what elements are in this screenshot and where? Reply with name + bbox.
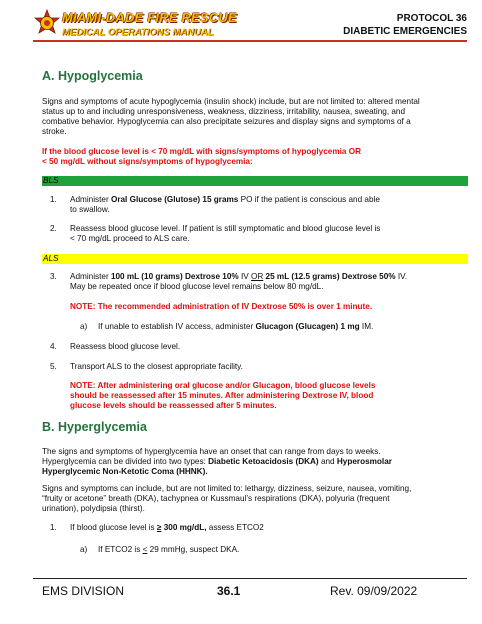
bls-item-1: Administer Oral Glucose (Glutose) 15 grams PO if the patient is conscious and able to swallow.: [70, 195, 380, 214]
hyperglycemia-symptoms: Signs and symptoms can include, but are not limited to: lethargy, dizziness, seizure, nausea, vomiting, “fruity or acetone” breath (DKA), tachypnea or Kussmaul’s respirations (DKA), polyuria (frequent urination), polydipsia (thirst).: [42, 484, 412, 513]
hyper-item-1a: If ETCO2 is < 29 mmHg, suspect DKA.: [98, 545, 240, 554]
item-number: 2.: [50, 224, 57, 233]
item-number: 5.: [50, 362, 57, 371]
section-a-title: A. Hypoglycemia: [42, 69, 143, 83]
bls-item-2: Reassess blood glucose level. If patient is still symptomatic and blood glucose level is < 70 mg/dL proceed to ALS care.: [70, 224, 381, 243]
hyperglycemia-intro: The signs and symptoms of hyperglycemia have an onset that can range from days to weeks. Hyperglycemia can be divided into two types: Diabetic Ketoacidosis (DKA) and Hyperosmolar Hyperglycemic Non-Ketotic Coma (HHNK).: [42, 447, 392, 476]
logo-title: MIAMI-DADE FIRE RESCUE: [62, 10, 237, 25]
als-item-3a: If unable to establish IV access, administer Glucagon (Glucagen) 1 mg IM.: [98, 322, 374, 331]
criteria-line: If the blood glucose level is < 70 mg/dL with signs/symptoms of hypoglycemia OR: [42, 147, 362, 156]
dextrose-note: NOTE: The recommended administration of IV Dextrose 50% is over 1 minute.: [70, 302, 373, 311]
hyper-item-1: If blood glucose level is ≥ 300 mg/dL, assess ETCO2: [70, 523, 264, 532]
medication-name: Oral Glucose (Glutose) 15 grams: [110, 195, 239, 204]
item-number: 1.: [50, 523, 57, 532]
bls-bar: BLS: [42, 176, 468, 186]
header-divider: [33, 40, 467, 42]
als-item-3: Administer 100 mL (10 grams) Dextrose 10% IV OR 25 mL (12.5 grams) Dextrose 50% IV. May be repeated once if blood glucose level remains below 80 mg/dL.: [70, 272, 408, 291]
item-letter: a): [80, 322, 88, 331]
protocol-title: DIABETIC EMERGENCIES: [343, 26, 467, 37]
footer-divider: [33, 578, 467, 579]
als-bar: ALS: [42, 254, 468, 264]
footer-division: EMS DIVISION: [42, 584, 125, 598]
intro-line: stroke.: [42, 127, 67, 136]
section-b-title: B. Hyperglycemia: [42, 420, 147, 434]
item-number: 1.: [50, 195, 57, 204]
item-number: 4.: [50, 342, 57, 351]
intro-line: combative behavior. Hypoglycemia can also precipitate seizures and display signs and symptoms of a: [42, 117, 411, 126]
item-letter: a): [80, 545, 88, 554]
fire-rescue-emblem-icon: [33, 9, 61, 37]
page-number: 36.1: [217, 584, 241, 598]
hypoglycemia-intro: [42, 97, 468, 137]
intro-line: Signs and symptoms of acute hypoglycemia (insulin shock) include, but are not limited to: altered mental: [42, 97, 420, 106]
glucose-criteria: [42, 147, 468, 167]
als-item-5: Transport ALS to the closest appropriate facility.: [70, 362, 243, 371]
protocol-number: PROTOCOL 36: [396, 13, 467, 24]
logo-subtitle: MEDICAL OPERATIONS MANUAL: [62, 27, 214, 38]
criteria-line: < 50 mg/dL without signs/symptoms of hypoglycemia:: [42, 157, 253, 166]
item-number: 3.: [50, 272, 57, 281]
revision-date: Rev. 09/09/2022: [330, 584, 418, 598]
als-item-4: Reassess blood glucose level.: [70, 342, 181, 351]
intro-line: status up to and including unresponsiveness, weakness, dizziness, irritability, nausea, sweating, and: [42, 107, 406, 116]
reassess-note: NOTE: After administering oral glucose and/or Glucagon, blood glucose levels should be reassessed after 15 minutes. After administering Dextrose IV, blood glucose levels should be reassessed after 5 minutes.: [70, 381, 376, 410]
